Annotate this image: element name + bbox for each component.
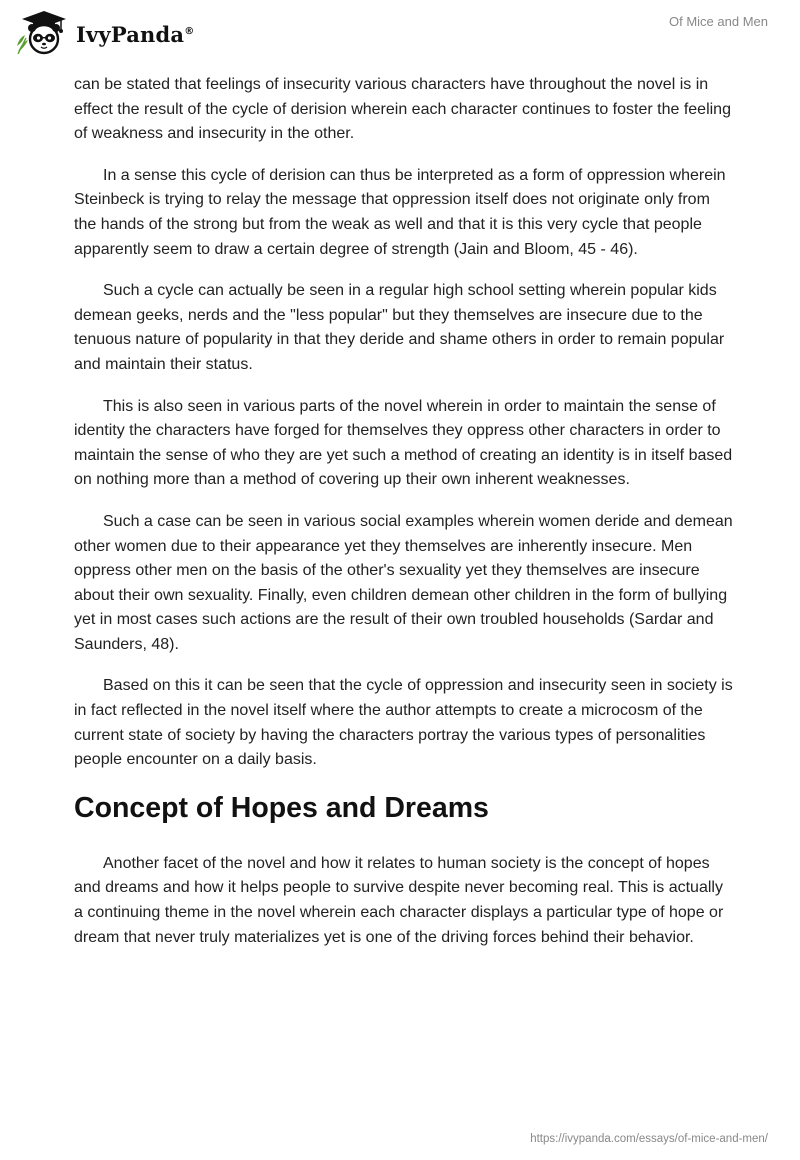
paragraph: Such a cycle can actually be seen in a regular high school setting wherein popular kids demean geeks, nerds and the "less popular" but they themselves are insecure due to the tenuous nature of popularity in that they deride and shame others in order to remain popular and maintain their status. bbox=[74, 282, 725, 373]
paragraph: This is also seen in various parts of the novel wherein in order to maintain the sense of identity the characters have forged for themselves they oppress other characters in order to maintain the sense of who they are yet such a method of creating an identity is in itself based on nothing more than a method of covering up their own inherent weaknesses. bbox=[74, 397, 733, 489]
paragraph: In a sense this cycle of derision can thus be interpreted as a form of oppression wherein Steinbeck is trying to relay the message that oppression itself does not originate only from the hands of the strong but from the weak as well and that it is this very cycle that people apparently seem to draw a certain degree of strength (Jain and Bloom, 45 - 46). bbox=[74, 166, 726, 258]
paragraph: can be stated that feelings of insecurity various characters have throughout the novel is in effect the result of the cycle of derision wherein each character continues to foster the feeling of weakness and insecurity in the other. bbox=[74, 76, 731, 143]
paragraph: Such a case can be seen in various social examples wherein women deride and demean other women due to their appearance yet they themselves are inherently insecure. Men oppress other men on the basis of the other's sexuality yet they themselves are insecure about their own sexuality. Finally, even children demean other children in the form of bullying yet in most cases such actions are the result of their own troubled households (Sardar and Saunders, 48). bbox=[74, 512, 733, 653]
source-url[interactable]: https://ivypanda.com/essays/of-mice-and-men/ bbox=[530, 1133, 768, 1145]
paragraph: Another facet of the novel and how it relates to human society is the concept of hopes and dreams and how it helps people to survive despite never becoming real. This is actually a continuing theme in the novel wherein each character displays a particular type of hope or dream that never truly materializes yet is one of the driving forces behind their behavior. bbox=[74, 854, 724, 946]
essay-content bbox=[74, 73, 734, 967]
paragraph: Based on this it can be seen that the cycle of oppression and insecurity seen in society is in fact reflected in the novel itself where the author attempts to create a microcosm of the current state of society by having the characters portray the various types of personalities people encounter on a daily basis. bbox=[74, 677, 733, 769]
page-header bbox=[0, 0, 800, 70]
ivypanda-logo[interactable] bbox=[14, 8, 194, 56]
document-title: Of Mice and Men bbox=[669, 14, 768, 29]
section-heading: Concept of Hopes and Dreams bbox=[74, 791, 489, 824]
panda-graduate-icon bbox=[14, 8, 72, 56]
brand-name: IvyPanda® bbox=[76, 21, 195, 47]
